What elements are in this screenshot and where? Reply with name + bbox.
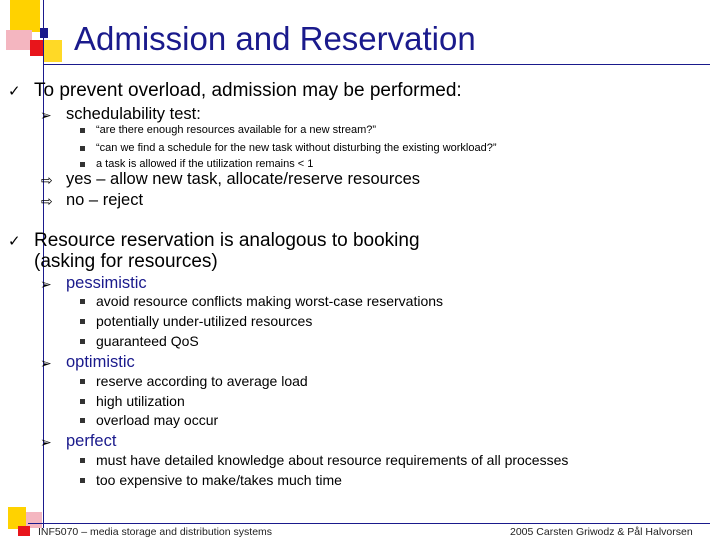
decor-red-bottom: [18, 526, 30, 536]
arrowhead-icon: ➢: [40, 355, 52, 371]
sub-schedulability-test: schedulability test:: [66, 105, 201, 123]
item-detailed-knowledge: must have detailed knowledge about resource requirements of all processes: [96, 452, 569, 468]
slide-title: Admission and Reservation: [74, 20, 476, 57]
square-bullet-icon: [80, 418, 85, 423]
bullet-admission: To prevent overload, admission may be performed:: [34, 80, 462, 101]
square-bullet-icon: [80, 128, 85, 133]
square-bullet-icon: [80, 458, 85, 463]
decor-blue-small: [40, 28, 48, 38]
decor-yellow-square: [10, 0, 40, 32]
item-avoid-conflicts: avoid resource conflicts making worst-case reservations: [96, 293, 444, 309]
decor-yellow-small: [44, 40, 62, 62]
item-average-load: reserve according to average load: [96, 373, 308, 389]
title-underline: [43, 64, 710, 65]
sub-perfect: perfect: [66, 432, 117, 450]
square-bullet-icon: [80, 379, 85, 384]
outline-arrow-icon: ⇨: [41, 193, 53, 209]
footer-divider: [28, 523, 710, 524]
item-enough-resources: “are there enough resources available for a new stream?”: [96, 124, 377, 136]
item-guaranteed-qos: guaranteed QoS: [96, 333, 199, 349]
bullet-reservation-line1: Resource reservation is analogous to booking: [34, 230, 420, 251]
arrowhead-icon: ➢: [40, 276, 52, 292]
item-too-expensive: too expensive to make/takes much time: [96, 472, 342, 488]
square-bullet-icon: [80, 339, 85, 344]
square-bullet-icon: [80, 162, 85, 167]
arrowhead-icon: ➢: [40, 434, 52, 450]
square-bullet-icon: [80, 399, 85, 404]
footer-authors: 2005 Carsten Griwodz & Pål Halvorsen: [510, 526, 693, 538]
outcome-yes: yes – allow new task, allocate/reserve resources: [66, 170, 420, 188]
outline-arrow-icon: ⇨: [41, 172, 53, 188]
check-mark-icon: ✓: [8, 233, 21, 250]
item-overload: overload may occur: [96, 412, 219, 428]
check-mark-icon: ✓: [8, 83, 21, 100]
arrowhead-icon: ➢: [40, 107, 52, 123]
square-bullet-icon: [80, 478, 85, 483]
square-bullet-icon: [80, 146, 85, 151]
square-bullet-icon: [80, 299, 85, 304]
item-utilization: a task is allowed if the utilization remains < 1: [96, 158, 314, 170]
sub-pessimistic: pessimistic: [66, 274, 147, 292]
sub-optimistic: optimistic: [66, 353, 135, 371]
item-high-utilization: high utilization: [96, 393, 185, 409]
item-under-utilized: potentially under-utilized resources: [96, 313, 313, 329]
footer-course: INF5070 – media storage and distribution systems: [38, 526, 273, 538]
square-bullet-icon: [80, 319, 85, 324]
outcome-no: no – reject: [66, 191, 144, 209]
decor-red-square: [30, 40, 44, 56]
item-find-schedule: “can we find a schedule for the new task without disturbing the existing workload?”: [96, 142, 497, 154]
bullet-reservation-line2: (asking for resources): [34, 251, 218, 272]
decor-pink-square: [6, 30, 32, 50]
